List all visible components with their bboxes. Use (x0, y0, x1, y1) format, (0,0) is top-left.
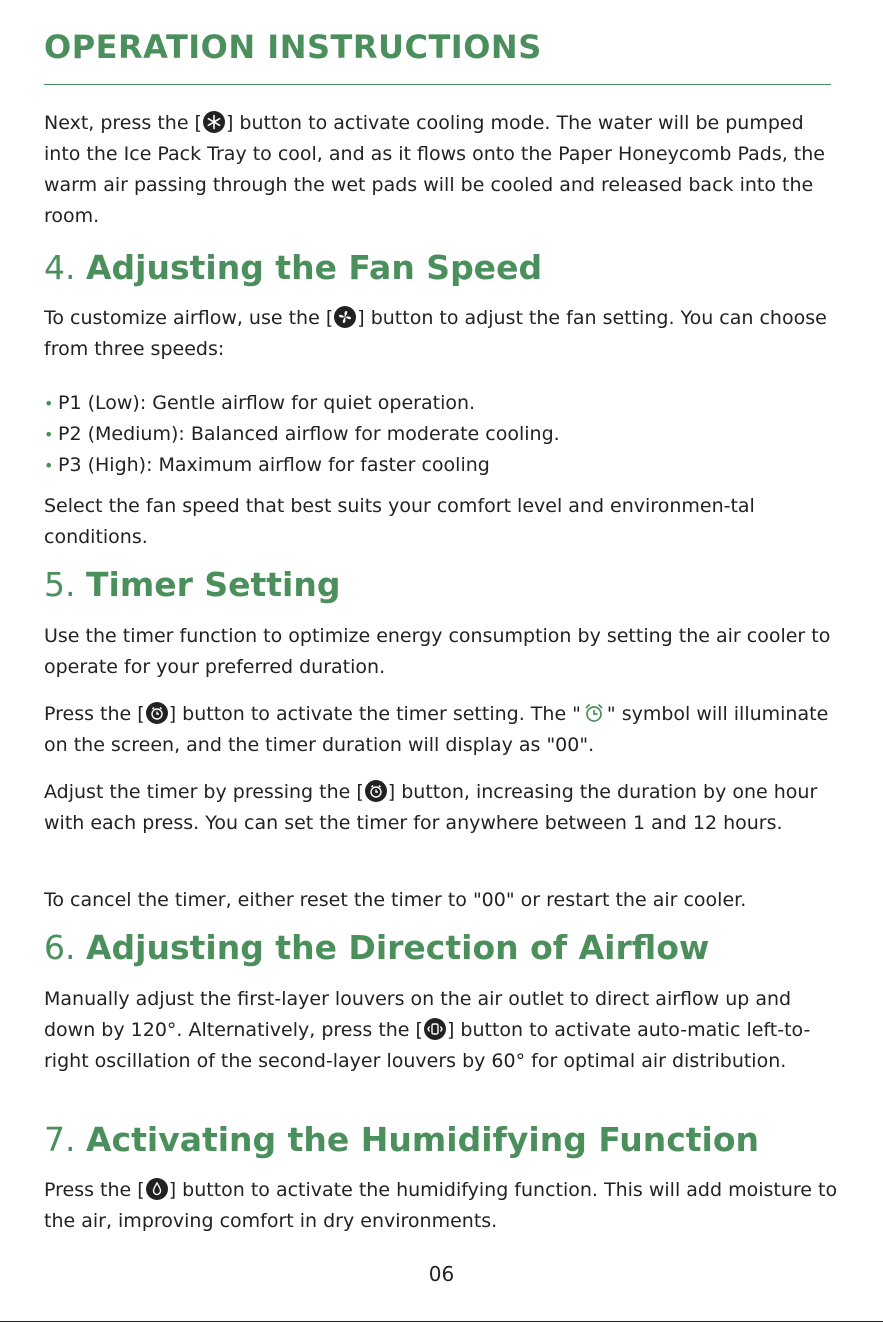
fan-text-a: To customize airflow, use the [ (44, 307, 334, 329)
fan-speed-paragraph (44, 303, 844, 365)
intro-paragraph (44, 108, 844, 232)
section-title: Adjusting the Direction of Airflow (86, 928, 710, 967)
humidifying-paragraph (44, 1175, 844, 1237)
fan-speed-list (44, 388, 560, 481)
timer-text-b: ] button to activate the timer setting. The " (168, 703, 581, 725)
page-number: 06 (428, 1262, 455, 1286)
list-item (44, 388, 560, 419)
list-item-text: P3 (High): Maximum airflow for faster cooling (58, 454, 490, 476)
fan-text-b: ] button to adjust the fan setting. You can choose from three speeds: (44, 307, 827, 360)
airflow-text-b: ] button to activate auto-matic left-to-right oscillation of the second-layer louvers by 60° for optimal air distribution. (44, 1019, 811, 1072)
alarm-clock-symbol-icon (582, 701, 606, 725)
timer-adjust-paragraph (44, 777, 844, 839)
timer-text-a: Press the [ (44, 703, 145, 725)
water-drop-icon (146, 1178, 168, 1200)
oscillation-icon (424, 1018, 446, 1040)
timer-adjust-text-b: ] button, increasing the duration by one hour with each press. You can set the timer for anywhere between 1 and 12 hours. (44, 781, 818, 834)
airflow-paragraph (44, 984, 844, 1077)
section-number: 5. (44, 565, 76, 604)
section-number: 4. (44, 248, 76, 287)
section-title: Timer Setting (86, 565, 341, 604)
section-number: 6. (44, 928, 76, 967)
timer-intro-paragraph: Use the timer function to optimize energy consumption by setting the air cooler to operate for your preferred duration. (44, 625, 831, 678)
bullet-dot: • (44, 456, 54, 475)
snowflake-icon (203, 111, 225, 133)
timer-activate-paragraph (44, 699, 844, 761)
section-heading-timer (44, 565, 340, 604)
title-divider (44, 84, 831, 85)
alarm-clock-icon (146, 702, 168, 724)
list-item (44, 419, 560, 450)
fan-icon (334, 306, 356, 328)
bullet-dot: • (44, 425, 54, 444)
section-heading-airflow (44, 928, 709, 967)
section-heading-fan-speed (44, 248, 542, 287)
timer-adjust-text-a: Adjust the timer by pressing the [ (44, 781, 364, 803)
humidify-text-b: ] button to activate the humidifying function. This will add moisture to the air, improving comfort in dry environments. (44, 1179, 838, 1232)
timer-text-c: " symbol will illuminate on the screen, and the timer duration will display as "00". (44, 703, 829, 756)
intro-text-b: ] button to activate cooling mode. The water will be pumped into the Ice Pack Tray to cool, and as it flows onto the Paper Honeycomb Pads, the warm air passing through the wet pads will be cooled and released back into the room. (44, 112, 825, 227)
airflow-text-a: Manually adjust the first-layer louvers on the air outlet to direct airflow up and down by 120°. Alternatively, press the [ (44, 988, 792, 1041)
bottom-divider (0, 1321, 883, 1322)
page-title: OPERATION INSTRUCTIONS (44, 28, 542, 66)
section-title: Adjusting the Fan Speed (86, 248, 543, 287)
fan-speed-closing-paragraph: Select the fan speed that best suits your comfort level and environmen-tal conditions. (44, 495, 755, 548)
section-title: Activating the Humidifying Function (86, 1120, 760, 1159)
bullet-dot: • (44, 394, 54, 413)
list-item-text: P1 (Low): Gentle airflow for quiet operation. (58, 392, 476, 414)
humidify-text-a: Press the [ (44, 1179, 145, 1201)
list-item-text: P2 (Medium): Balanced airflow for moderate cooling. (58, 423, 560, 445)
timer-cancel-paragraph: To cancel the timer, either reset the timer to "00" or restart the air cooler. (44, 889, 747, 911)
section-heading-humidifying (44, 1120, 759, 1159)
section-number: 7. (44, 1120, 76, 1159)
intro-text-a: Next, press the [ (44, 112, 202, 134)
list-item (44, 450, 560, 481)
alarm-clock-icon (365, 780, 387, 802)
